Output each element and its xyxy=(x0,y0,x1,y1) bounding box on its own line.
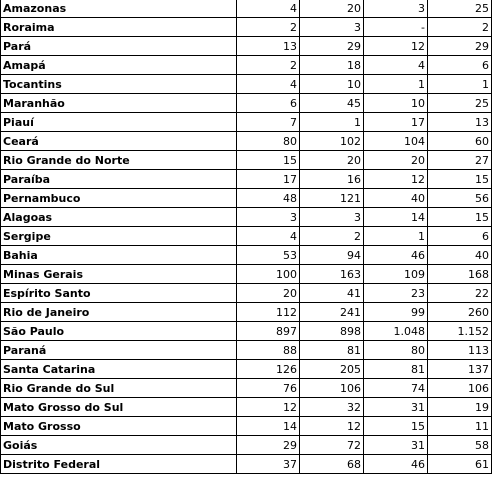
table-row xyxy=(1,75,492,94)
value-cell-col3: 31 xyxy=(364,436,428,455)
value-cell-col3: 20 xyxy=(364,151,428,170)
value-cell-col3: 46 xyxy=(364,246,428,265)
value-cell-col3: 17 xyxy=(364,113,428,132)
value-cell-col1: 112 xyxy=(237,303,300,322)
state-name-cell: Sergipe xyxy=(1,227,237,246)
value-cell-col3: 81 xyxy=(364,360,428,379)
value-cell-col4: 11 xyxy=(428,417,492,436)
value-cell-col2: 2 xyxy=(300,227,364,246)
value-cell-col4: 137 xyxy=(428,360,492,379)
state-name-cell: Santa Catarina xyxy=(1,360,237,379)
value-cell-col2: 12 xyxy=(300,417,364,436)
value-cell-col2: 3 xyxy=(300,208,364,227)
state-name-cell: Espírito Santo xyxy=(1,284,237,303)
table-row xyxy=(1,455,492,474)
value-cell-col1: 126 xyxy=(237,360,300,379)
value-cell-col2: 241 xyxy=(300,303,364,322)
state-name-cell: Ceará xyxy=(1,132,237,151)
state-name-cell: Rio de Janeiro xyxy=(1,303,237,322)
table-row xyxy=(1,56,492,75)
value-cell-col3: 80 xyxy=(364,341,428,360)
state-name-cell: Pernambuco xyxy=(1,189,237,208)
value-cell-col4: 60 xyxy=(428,132,492,151)
state-name-cell: Goiás xyxy=(1,436,237,455)
value-cell-col2: 205 xyxy=(300,360,364,379)
value-cell-col4: 168 xyxy=(428,265,492,284)
value-cell-col2: 102 xyxy=(300,132,364,151)
value-cell-col2: 94 xyxy=(300,246,364,265)
table-row xyxy=(1,94,492,113)
value-cell-col4: 260 xyxy=(428,303,492,322)
value-cell-col4: 25 xyxy=(428,0,492,18)
value-cell-col2: 29 xyxy=(300,37,364,56)
value-cell-col2: 898 xyxy=(300,322,364,341)
value-cell-col3: 12 xyxy=(364,170,428,189)
value-cell-col1: 897 xyxy=(237,322,300,341)
table-row xyxy=(1,227,492,246)
value-cell-col4: 113 xyxy=(428,341,492,360)
state-name-cell: Piauí xyxy=(1,113,237,132)
value-cell-col2: 1 xyxy=(300,113,364,132)
table-row xyxy=(1,18,492,37)
table-row xyxy=(1,303,492,322)
value-cell-col4: 13 xyxy=(428,113,492,132)
value-cell-col2: 163 xyxy=(300,265,364,284)
table-row xyxy=(1,0,492,18)
value-cell-col3: 3 xyxy=(364,0,428,18)
value-cell-col2: 20 xyxy=(300,151,364,170)
value-cell-col1: 2 xyxy=(237,56,300,75)
value-cell-col4: 40 xyxy=(428,246,492,265)
table-row xyxy=(1,170,492,189)
state-name-cell: Paraíba xyxy=(1,170,237,189)
value-cell-col2: 41 xyxy=(300,284,364,303)
state-name-cell: Distrito Federal xyxy=(1,455,237,474)
value-cell-col1: 53 xyxy=(237,246,300,265)
table-row xyxy=(1,417,492,436)
value-cell-col4: 56 xyxy=(428,189,492,208)
value-cell-col1: 88 xyxy=(237,341,300,360)
value-cell-col3: 4 xyxy=(364,56,428,75)
value-cell-col2: 18 xyxy=(300,56,364,75)
state-name-cell: Paraná xyxy=(1,341,237,360)
value-cell-col1: 3 xyxy=(237,208,300,227)
value-cell-col4: 1.152 xyxy=(428,322,492,341)
value-cell-col3: 10 xyxy=(364,94,428,113)
table-row xyxy=(1,208,492,227)
value-cell-col2: 45 xyxy=(300,94,364,113)
table-row xyxy=(1,113,492,132)
value-cell-col3: 74 xyxy=(364,379,428,398)
table-row xyxy=(1,189,492,208)
value-cell-col1: 4 xyxy=(237,227,300,246)
value-cell-col1: 17 xyxy=(237,170,300,189)
state-name-cell: Mato Grosso xyxy=(1,417,237,436)
value-cell-col2: 68 xyxy=(300,455,364,474)
table-row xyxy=(1,341,492,360)
value-cell-col3: 14 xyxy=(364,208,428,227)
state-name-cell: Minas Gerais xyxy=(1,265,237,284)
value-cell-col2: 121 xyxy=(300,189,364,208)
state-name-cell: Roraima xyxy=(1,18,237,37)
value-cell-col4: 6 xyxy=(428,227,492,246)
state-name-cell: Alagoas xyxy=(1,208,237,227)
state-name-cell: Pará xyxy=(1,37,237,56)
value-cell-col2: 10 xyxy=(300,75,364,94)
value-cell-col3: 46 xyxy=(364,455,428,474)
value-cell-col4: 58 xyxy=(428,436,492,455)
value-cell-col2: 16 xyxy=(300,170,364,189)
value-cell-col4: 25 xyxy=(428,94,492,113)
state-name-cell: Maranhão xyxy=(1,94,237,113)
state-name-cell: Amapá xyxy=(1,56,237,75)
table-row xyxy=(1,398,492,417)
state-name-cell: Bahia xyxy=(1,246,237,265)
value-cell-col1: 15 xyxy=(237,151,300,170)
value-cell-col4: 15 xyxy=(428,208,492,227)
value-cell-col3: 109 xyxy=(364,265,428,284)
state-name-cell: Amazonas xyxy=(1,0,237,18)
state-name-cell: Rio Grande do Norte xyxy=(1,151,237,170)
value-cell-col2: 72 xyxy=(300,436,364,455)
state-name-cell: São Paulo xyxy=(1,322,237,341)
value-cell-col1: 100 xyxy=(237,265,300,284)
table-row xyxy=(1,37,492,56)
value-cell-col3: 1 xyxy=(364,227,428,246)
value-cell-col3: 104 xyxy=(364,132,428,151)
value-cell-col2: 3 xyxy=(300,18,364,37)
value-cell-col4: 27 xyxy=(428,151,492,170)
table-body xyxy=(1,0,492,474)
table-row xyxy=(1,284,492,303)
value-cell-col1: 76 xyxy=(237,379,300,398)
value-cell-col1: 29 xyxy=(237,436,300,455)
value-cell-col2: 32 xyxy=(300,398,364,417)
value-cell-col3: 1.048 xyxy=(364,322,428,341)
state-name-cell: Rio Grande do Sul xyxy=(1,379,237,398)
value-cell-col1: 80 xyxy=(237,132,300,151)
value-cell-col4: 29 xyxy=(428,37,492,56)
value-cell-col3: 31 xyxy=(364,398,428,417)
value-cell-col4: 6 xyxy=(428,56,492,75)
table-row xyxy=(1,246,492,265)
table-row xyxy=(1,132,492,151)
value-cell-col4: 15 xyxy=(428,170,492,189)
table-row xyxy=(1,436,492,455)
value-cell-col2: 106 xyxy=(300,379,364,398)
value-cell-col3: 1 xyxy=(364,75,428,94)
value-cell-col1: 14 xyxy=(237,417,300,436)
table-row xyxy=(1,151,492,170)
value-cell-col4: 106 xyxy=(428,379,492,398)
value-cell-col4: 22 xyxy=(428,284,492,303)
value-cell-col1: 48 xyxy=(237,189,300,208)
value-cell-col1: 13 xyxy=(237,37,300,56)
value-cell-col2: 81 xyxy=(300,341,364,360)
table-row xyxy=(1,265,492,284)
value-cell-col3: 23 xyxy=(364,284,428,303)
value-cell-col3: 99 xyxy=(364,303,428,322)
table-row xyxy=(1,360,492,379)
value-cell-col3: 15 xyxy=(364,417,428,436)
value-cell-col1: 12 xyxy=(237,398,300,417)
value-cell-col4: 19 xyxy=(428,398,492,417)
value-cell-col2: 20 xyxy=(300,0,364,18)
value-cell-col1: 2 xyxy=(237,18,300,37)
value-cell-col1: 7 xyxy=(237,113,300,132)
value-cell-col3: 40 xyxy=(364,189,428,208)
state-name-cell: Mato Grosso do Sul xyxy=(1,398,237,417)
value-cell-col1: 4 xyxy=(237,0,300,18)
value-cell-col3: - xyxy=(364,18,428,37)
value-cell-col4: 61 xyxy=(428,455,492,474)
value-cell-col1: 37 xyxy=(237,455,300,474)
value-cell-col4: 2 xyxy=(428,18,492,37)
table-row xyxy=(1,379,492,398)
value-cell-col1: 20 xyxy=(237,284,300,303)
value-cell-col3: 12 xyxy=(364,37,428,56)
value-cell-col1: 4 xyxy=(237,75,300,94)
table-row xyxy=(1,322,492,341)
value-cell-col4: 1 xyxy=(428,75,492,94)
state-name-cell: Tocantins xyxy=(1,75,237,94)
value-cell-col1: 6 xyxy=(237,94,300,113)
